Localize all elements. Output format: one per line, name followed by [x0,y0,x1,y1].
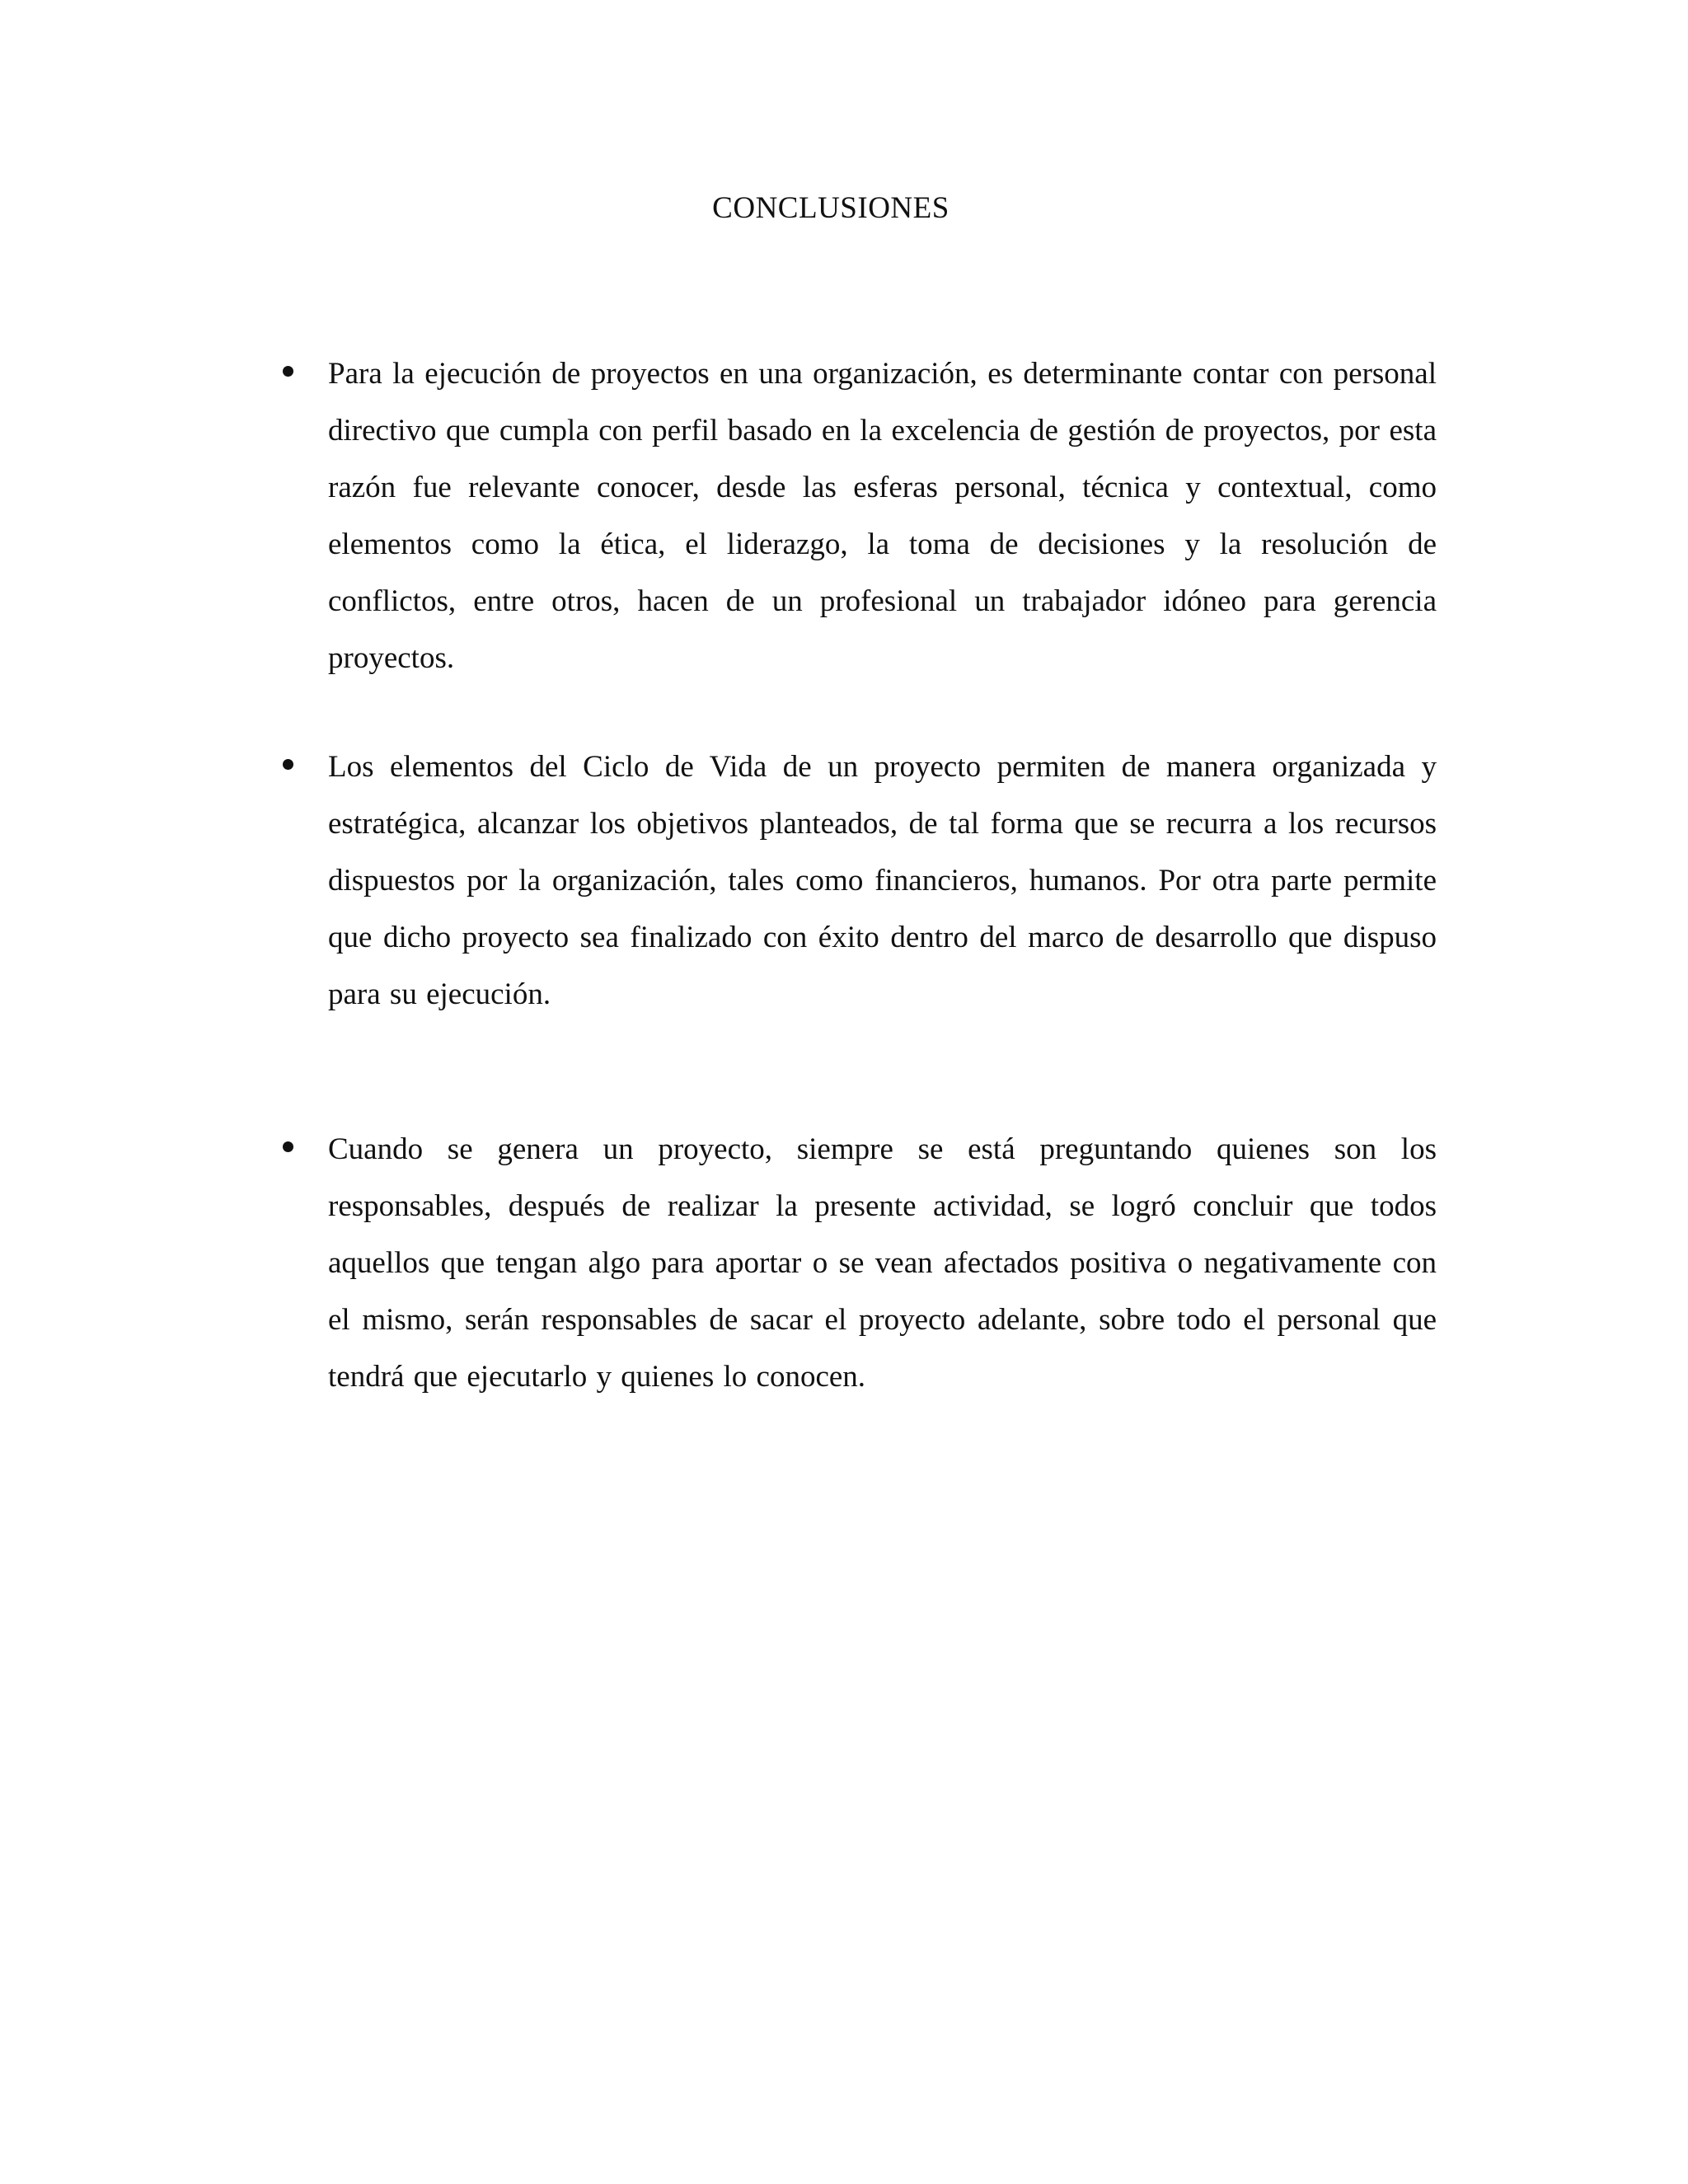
list-item-text: Cuando se genera un proyecto, siempre se está preguntando quienes son los responsables, después de realizar la presente actividad, se logró concluir que todos aquellos que tengan algo para aportar o se vean afectados positiva o negativamente con el mismo, serán responsables de sacar el proyecto adelante, sobre todo el personal que tendrá que ejecutarlo y quienes lo conocen. [328,1132,1437,1394]
bullet-icon [283,366,293,377]
bullet-icon [283,1141,293,1152]
bullet-icon [283,759,293,770]
list-item-text: Los elementos del Ciclo de Vida de un proyecto permiten de manera organizada y estratégica, alcanzar los objetivos planteados, de tal forma que se recurra a los recursos dispuestos por la organización, tales como financieros, humanos. Por otra parte permite que dicho proyecto sea finalizado con éxito dentro del marco de desarrollo que dispuso para su ejecución. [328,750,1437,1011]
page-title: CONCLUSIONES [712,191,950,225]
list-item-text: Para la ejecución de proyectos en una organización, es determinante contar con personal directivo que cumpla con perfil basado en la excelencia de gestión de proyectos, por esta razón fue relevante conocer, desde las esferas personal, técnica y contextual, como elementos como la ética, el liderazgo, la toma de decisiones y la resolución de conflictos, entre otros, hacen de un profesional un trabajador idóneo para gerencia proyectos. [328,357,1437,675]
